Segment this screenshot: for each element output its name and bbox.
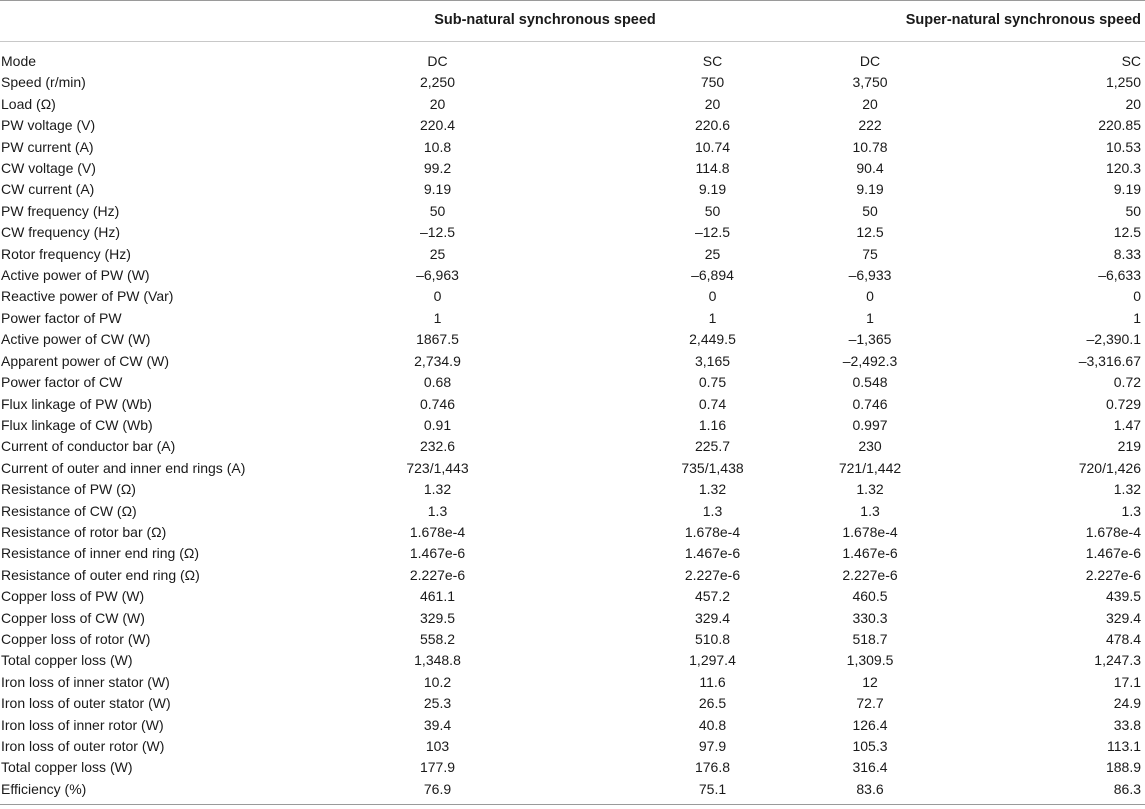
- row-value-col-3: 72.7: [856, 695, 884, 712]
- table-row: [0, 586, 1145, 607]
- row-value-col-3: 1,309.5: [846, 652, 894, 669]
- row-label: Speed (r/min): [1, 74, 86, 91]
- table-row: [0, 672, 1145, 693]
- row-label: Mode: [1, 53, 37, 69]
- row-label: Power factor of PW: [1, 309, 122, 326]
- table-row: [0, 94, 1145, 115]
- row-value-col-1: 232.6: [419, 438, 456, 455]
- row-value-col-2: 1.16: [698, 416, 727, 433]
- table-row: [0, 650, 1145, 671]
- row-value-col-4: 219: [1117, 438, 1142, 455]
- row-value-col-4: 0.72: [1113, 374, 1142, 391]
- row-value-col-1: 2.227e-6: [409, 566, 466, 583]
- row-value-col-3: 12: [862, 673, 878, 690]
- table-row: [0, 351, 1145, 372]
- row-value-col-2: 26.5: [698, 695, 727, 712]
- row-value-col-1: –6,963: [416, 267, 459, 284]
- row-value-col-2: 176.8: [694, 759, 731, 776]
- table-row: [0, 329, 1145, 350]
- row-value-col-3: 9.19: [856, 181, 884, 198]
- row-value-col-1: 20: [429, 95, 446, 112]
- row-value-col-4: 1,247.3: [1094, 652, 1142, 669]
- row-label: Flux linkage of PW (Wb): [1, 395, 152, 412]
- row-value-col-3: 0.997: [852, 416, 888, 433]
- row-value-col-3: 105.3: [852, 738, 888, 754]
- row-value-col-2: 11.6: [699, 673, 726, 690]
- row-value-col-4: –6,633: [1098, 267, 1142, 284]
- row-label: Current of outer and inner end rings (A): [1, 459, 246, 476]
- row-label: Resistance of outer end ring (Ω): [1, 566, 200, 583]
- row-value-col-1: 1: [433, 309, 442, 326]
- row-value-col-3: 1.32: [856, 481, 884, 498]
- row-value-col-1: 10.8: [423, 138, 452, 155]
- row-value-col-4: 113.1: [1107, 738, 1142, 754]
- row-label: Reactive power of PW (Var): [1, 288, 174, 305]
- row-value-col-4: 329.4: [1105, 609, 1142, 626]
- row-label: Flux linkage of CW (Wb): [1, 416, 153, 433]
- row-label: Iron loss of outer stator (W): [1, 695, 171, 712]
- table-row: [0, 501, 1145, 522]
- row-value-col-2: 750: [700, 74, 725, 91]
- row-value-col-3: 126.4: [852, 716, 888, 733]
- row-value-col-1: 220.4: [419, 117, 456, 134]
- row-value-col-3: 460.5: [852, 588, 888, 605]
- row-label: CW voltage (V): [1, 160, 96, 177]
- row-label: Power factor of CW: [1, 374, 123, 391]
- row-value-col-1: 99.2: [423, 160, 452, 177]
- row-label: Rotor frequency (Hz): [1, 245, 131, 262]
- table-row: [0, 372, 1145, 393]
- table-row: [0, 308, 1145, 329]
- row-label: Resistance of inner end ring (Ω): [1, 545, 200, 562]
- header-sub-natural: Sub-natural synchronous speed: [330, 1, 760, 42]
- row-value-col-4: 10.53: [1105, 138, 1142, 155]
- row-value-col-4: 2.227e-6: [1085, 566, 1142, 583]
- row-value-col-2: 3,165: [694, 352, 731, 369]
- row-value-col-4: SC: [1121, 53, 1142, 69]
- row-value-col-4: 50: [1125, 202, 1142, 219]
- row-value-col-2: 0: [708, 288, 717, 305]
- row-value-col-1: 461.1: [419, 588, 456, 605]
- row-value-col-1: 1.467e-6: [409, 545, 466, 562]
- row-value-col-3: 3,750: [852, 74, 888, 91]
- row-value-col-1: 2,734.9: [414, 352, 461, 369]
- row-label: Total copper loss (W): [1, 759, 133, 776]
- table-row: [0, 693, 1145, 714]
- row-label: Active power of CW (W): [1, 331, 151, 348]
- table-row: [0, 222, 1145, 243]
- table-row: [0, 522, 1145, 543]
- row-value-col-2: 10.74: [694, 138, 731, 155]
- table-header: [0, 1, 1145, 42]
- row-value-col-4: 12.5: [1113, 224, 1142, 241]
- table-row: [0, 115, 1145, 136]
- row-label: CW current (A): [1, 181, 95, 198]
- row-value-col-2: 50: [704, 202, 721, 219]
- table-row: [0, 736, 1145, 757]
- header-empty-cell: [0, 1, 330, 42]
- header-group-row: [0, 1, 1145, 42]
- row-value-col-4: 1.32: [1113, 481, 1142, 498]
- row-value-col-2: –6,894: [691, 267, 734, 284]
- row-value-col-2: 97.9: [698, 738, 727, 754]
- row-value-col-4: 33.8: [1113, 716, 1142, 733]
- row-value-col-2: 40.8: [698, 716, 727, 733]
- row-value-col-3: 90.4: [856, 160, 884, 177]
- row-value-col-1: 39.4: [423, 716, 452, 733]
- row-value-col-2: 2.227e-6: [684, 566, 741, 583]
- table-row: [0, 757, 1145, 778]
- row-value-col-4: 20: [1125, 95, 1142, 112]
- row-value-col-3: 222: [858, 117, 882, 134]
- row-value-col-1: 0.746: [419, 395, 456, 412]
- row-value-col-2: 1.32: [698, 481, 727, 498]
- row-label: Resistance of CW (Ω): [1, 502, 137, 519]
- row-value-col-2: 9.19: [698, 181, 727, 198]
- row-value-col-1: 76.9: [330, 779, 545, 805]
- table-row: [0, 244, 1145, 265]
- row-value-col-3: 0.548: [852, 374, 888, 391]
- row-value-col-3: 721/1,442: [838, 459, 902, 476]
- row-value-col-2: 114.8: [695, 160, 730, 177]
- row-value-col-2: 1,297.4: [689, 652, 736, 669]
- row-value-col-3: 75: [862, 245, 878, 262]
- table-row: [0, 394, 1145, 415]
- table-row: [0, 137, 1145, 158]
- row-value-col-3: –6,933: [848, 267, 892, 284]
- row-label: CW frequency (Hz): [1, 224, 121, 241]
- table-row: [0, 715, 1145, 736]
- row-value-col-1: 329.5: [419, 609, 456, 626]
- row-label: Resistance of rotor bar (Ω): [1, 523, 167, 540]
- table-row: [0, 158, 1145, 179]
- row-value-col-4: 220.85: [1098, 117, 1142, 134]
- table-row: [0, 629, 1145, 650]
- row-value-col-3: 83.6: [760, 779, 970, 805]
- header-super-natural: Super-natural synchronous speed: [760, 1, 1145, 42]
- row-label: Load (Ω): [1, 95, 56, 112]
- row-label: Apparent power of CW (W): [1, 352, 170, 369]
- row-value-col-2: 25: [704, 245, 721, 262]
- row-value-col-1: 2,250: [419, 74, 456, 91]
- row-value-col-2: 1.678e-4: [684, 523, 741, 540]
- table-row: [0, 779, 1145, 805]
- row-label: Copper loss of CW (W): [1, 609, 145, 626]
- row-value-col-3: 0.746: [852, 395, 888, 412]
- row-value-col-2: 510.8: [694, 630, 731, 647]
- table-row: [0, 458, 1145, 479]
- row-value-col-1: 1.3: [427, 502, 448, 519]
- row-value-col-1: 1,348.8: [414, 652, 461, 669]
- row-value-col-4: 17.1: [1113, 673, 1142, 690]
- row-value-col-1: 0.91: [423, 416, 452, 433]
- row-value-col-2: 457.2: [694, 588, 731, 605]
- row-label: Copper loss of rotor (W): [1, 630, 151, 647]
- row-value-col-2: 1.3: [702, 502, 723, 519]
- row-value-col-2: 1: [708, 309, 717, 326]
- row-value-col-2: 0.74: [698, 395, 727, 412]
- table-row: [0, 436, 1145, 457]
- row-value-col-4: 9.19: [1113, 181, 1142, 198]
- row-value-col-4: 120.3: [1105, 160, 1142, 177]
- row-value-col-2: 1.467e-6: [684, 545, 741, 562]
- row-value-col-3: 230: [858, 438, 882, 455]
- row-value-col-2: –12.5: [694, 224, 731, 241]
- row-value-col-4: 188.9: [1105, 759, 1142, 776]
- table-row: [0, 608, 1145, 629]
- row-value-col-1: DC: [427, 53, 448, 69]
- table-row: [0, 415, 1145, 436]
- row-label: Resistance of PW (Ω): [1, 481, 136, 498]
- row-value-col-1: –12.5: [419, 224, 456, 241]
- row-value-col-3: 12.5: [856, 224, 884, 241]
- row-value-col-4: 8.33: [1113, 245, 1142, 262]
- row-value-col-3: 50: [862, 202, 878, 219]
- row-value-col-1: 723/1,443: [406, 459, 469, 476]
- row-value-col-1: 558.2: [419, 630, 456, 647]
- row-value-col-1: 103: [425, 738, 450, 754]
- row-value-col-4: 24.9: [1113, 695, 1142, 712]
- row-value-col-3: 1.3: [860, 502, 880, 519]
- row-value-col-2: 0.75: [698, 374, 727, 391]
- row-value-col-4: 86.3: [970, 779, 1145, 805]
- row-value-col-2: 2,449.5: [689, 331, 736, 348]
- row-label: Active power of PW (W): [1, 267, 150, 284]
- row-value-col-3: DC: [859, 53, 881, 69]
- row-value-col-1: 25: [429, 245, 446, 262]
- table-body: [0, 42, 1145, 805]
- row-value-col-3: 0: [866, 288, 874, 305]
- row-value-col-1: 50: [429, 202, 446, 219]
- row-value-col-3: 518.7: [852, 630, 888, 647]
- row-label: Iron loss of inner rotor (W): [1, 716, 164, 733]
- row-label: PW frequency (Hz): [1, 202, 120, 219]
- row-value-col-4: 0.729: [1105, 395, 1142, 412]
- row-value-col-3: 20: [862, 95, 878, 112]
- row-value-col-1: 0.68: [423, 374, 452, 391]
- row-value-col-2: 225.7: [694, 438, 731, 455]
- table-row: [0, 543, 1145, 564]
- row-value-col-1: 177.9: [419, 759, 456, 776]
- row-value-col-1: 10.2: [423, 673, 452, 690]
- row-value-col-3: 316.4: [852, 759, 888, 776]
- table-row: [0, 479, 1145, 500]
- row-value-col-4: 478.4: [1105, 630, 1142, 647]
- row-value-col-2: 20: [704, 95, 721, 112]
- row-value-col-4: –3,316.67: [1078, 352, 1142, 369]
- row-value-col-2: 75.1: [545, 779, 760, 805]
- row-value-col-3: 1.467e-6: [842, 545, 898, 562]
- row-label: PW voltage (V): [1, 117, 96, 134]
- table-row: [0, 265, 1145, 286]
- row-value-col-4: 1.678e-4: [1085, 523, 1142, 540]
- row-value-col-3: 1: [866, 309, 874, 326]
- row-value-col-4: 1: [1133, 309, 1142, 326]
- row-value-col-4: 720/1,426: [1078, 459, 1142, 476]
- row-value-col-2: 735/1,438: [681, 459, 744, 476]
- row-value-col-1: 9.19: [423, 181, 452, 198]
- row-value-col-4: 1.3: [1121, 502, 1142, 519]
- row-value-col-1: 25.3: [423, 695, 452, 712]
- row-label: Current of conductor bar (A): [1, 438, 176, 455]
- row-label: PW current (A): [1, 138, 94, 155]
- row-value-col-1: 1.678e-4: [409, 523, 466, 540]
- table-row: [0, 179, 1145, 200]
- table-row: [0, 201, 1145, 222]
- row-value-col-1: 1867.5: [416, 331, 459, 348]
- row-value-col-3: –1,365: [848, 331, 892, 348]
- row-label: Iron loss of outer rotor (W): [1, 738, 165, 754]
- row-value-col-4: 1,250: [1105, 74, 1142, 91]
- row-value-col-2: 329.4: [694, 609, 731, 626]
- table-row: [0, 286, 1145, 307]
- row-value-col-3: 1.678e-4: [842, 523, 898, 540]
- row-value-col-3: 10.78: [852, 138, 888, 155]
- table-row: [0, 565, 1145, 586]
- row-value-col-1: 1.32: [423, 481, 452, 498]
- row-value-col-4: 1.47: [1113, 416, 1142, 433]
- row-value-col-2: SC: [702, 53, 723, 69]
- row-value-col-4: 0: [1133, 288, 1142, 305]
- row-value-col-4: –2,390.1: [1086, 331, 1142, 348]
- row-value-col-1: 0: [433, 288, 442, 305]
- row-value-col-3: 2.227e-6: [842, 566, 898, 583]
- row-label: Copper loss of PW (W): [1, 588, 145, 605]
- row-value-col-2: 220.6: [694, 117, 731, 134]
- row-value-col-3: –2,492.3: [842, 352, 898, 369]
- row-value-col-4: 439.5: [1105, 588, 1142, 605]
- row-label: Iron loss of inner stator (W): [1, 673, 170, 690]
- table-row: [0, 72, 1145, 93]
- row-label: Total copper loss (W): [1, 652, 133, 669]
- row-value-col-4: 1.467e-6: [1085, 545, 1142, 562]
- row-value-col-3: 330.3: [852, 609, 888, 626]
- table-row: [0, 42, 1145, 73]
- row-label: Efficiency (%): [0, 779, 330, 805]
